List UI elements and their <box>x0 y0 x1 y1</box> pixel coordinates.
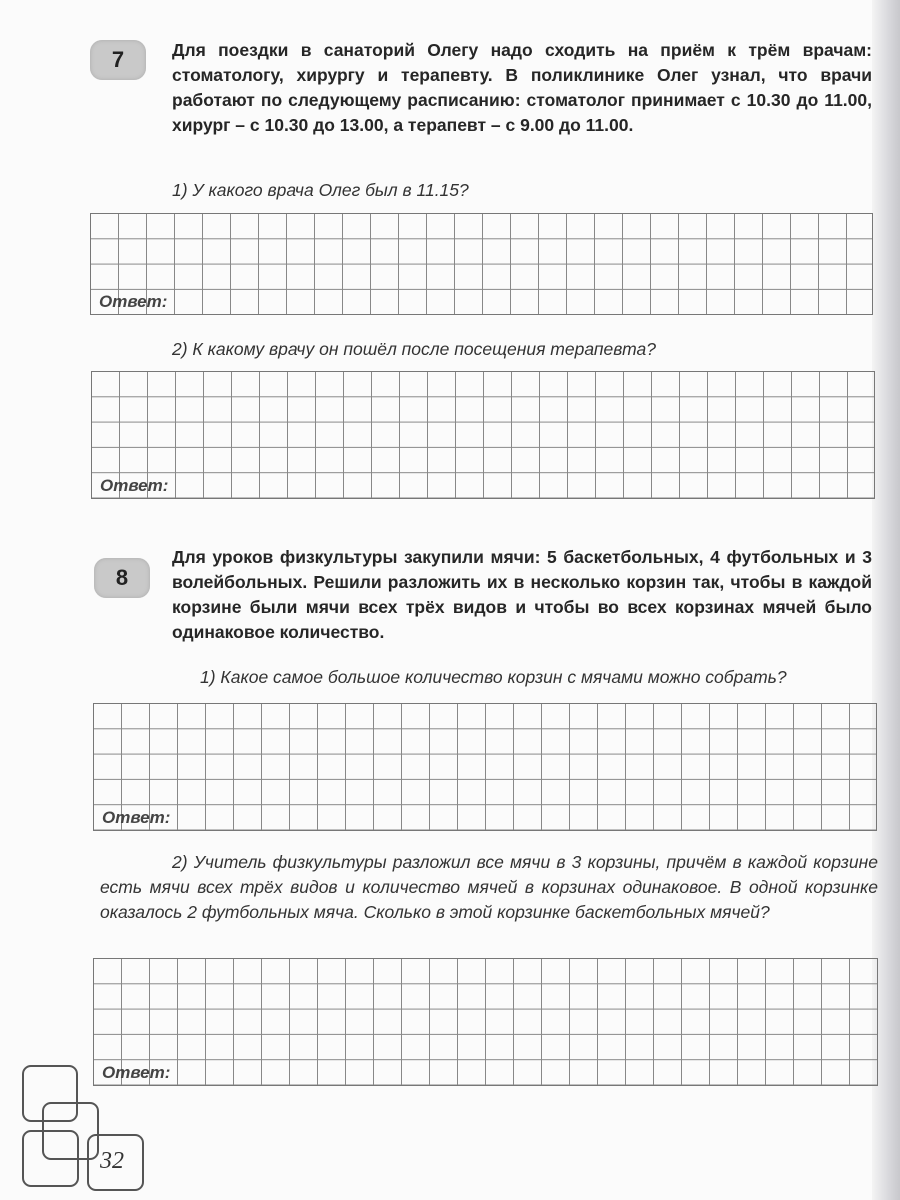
task-text: Для поездки в санаторий Олегу надо сходить на приём к трём врачам: стоматологу, хирургу и терапевту. В поликлинике Олег узнал, что врачи работают по следующему расписанию: стоматолог принимает с 10.30 до 11.00, хирург – с 10.30 до 13.00, а терапевт – с 9.00 до 11.00. <box>172 40 872 135</box>
answer-label: Ответ: <box>102 808 171 827</box>
answer-grid[interactable] <box>93 703 877 831</box>
task-number-badge: 7 <box>90 40 146 80</box>
task-text: Для уроков физкультуры закупили мячи: 5 баскетбольных, 4 футбольных и 3 волейбольных. Решили разложить их в несколько корзин так, чтобы в каждой корзине были мячи всех трёх видов и чтобы во всех корзинах мячей было одинаковое количество. <box>172 547 872 642</box>
answer-label: Ответ: <box>100 476 169 495</box>
answer-label: Ответ: <box>102 1063 171 1082</box>
task-number-badge: 8 <box>94 558 150 598</box>
question-text: 1) У какого врача Олег был в 11.15? <box>172 180 469 200</box>
page-number: 32 <box>100 1148 124 1174</box>
question-text: 2) Учитель физкультуры разложил все мячи в 3 корзины, причём в каждой корзине есть мячи всех трёх видов и количество мячей в корзинах одинаковое. В одной корзинке оказалось 2 футбольных мяча. Сколько в этой корзинке баскетбольных мячей? <box>100 852 878 922</box>
question-text: 2) К какому врачу он пошёл после посещения терапевта? <box>172 339 657 359</box>
answer-grid[interactable] <box>90 213 873 315</box>
answer-grid[interactable] <box>93 958 878 1086</box>
answer-label: Ответ: <box>99 292 168 311</box>
answer-grid[interactable] <box>91 371 875 499</box>
question-text: 1) Какое самое большое количество корзин с мячами можно собрать? <box>200 667 787 687</box>
